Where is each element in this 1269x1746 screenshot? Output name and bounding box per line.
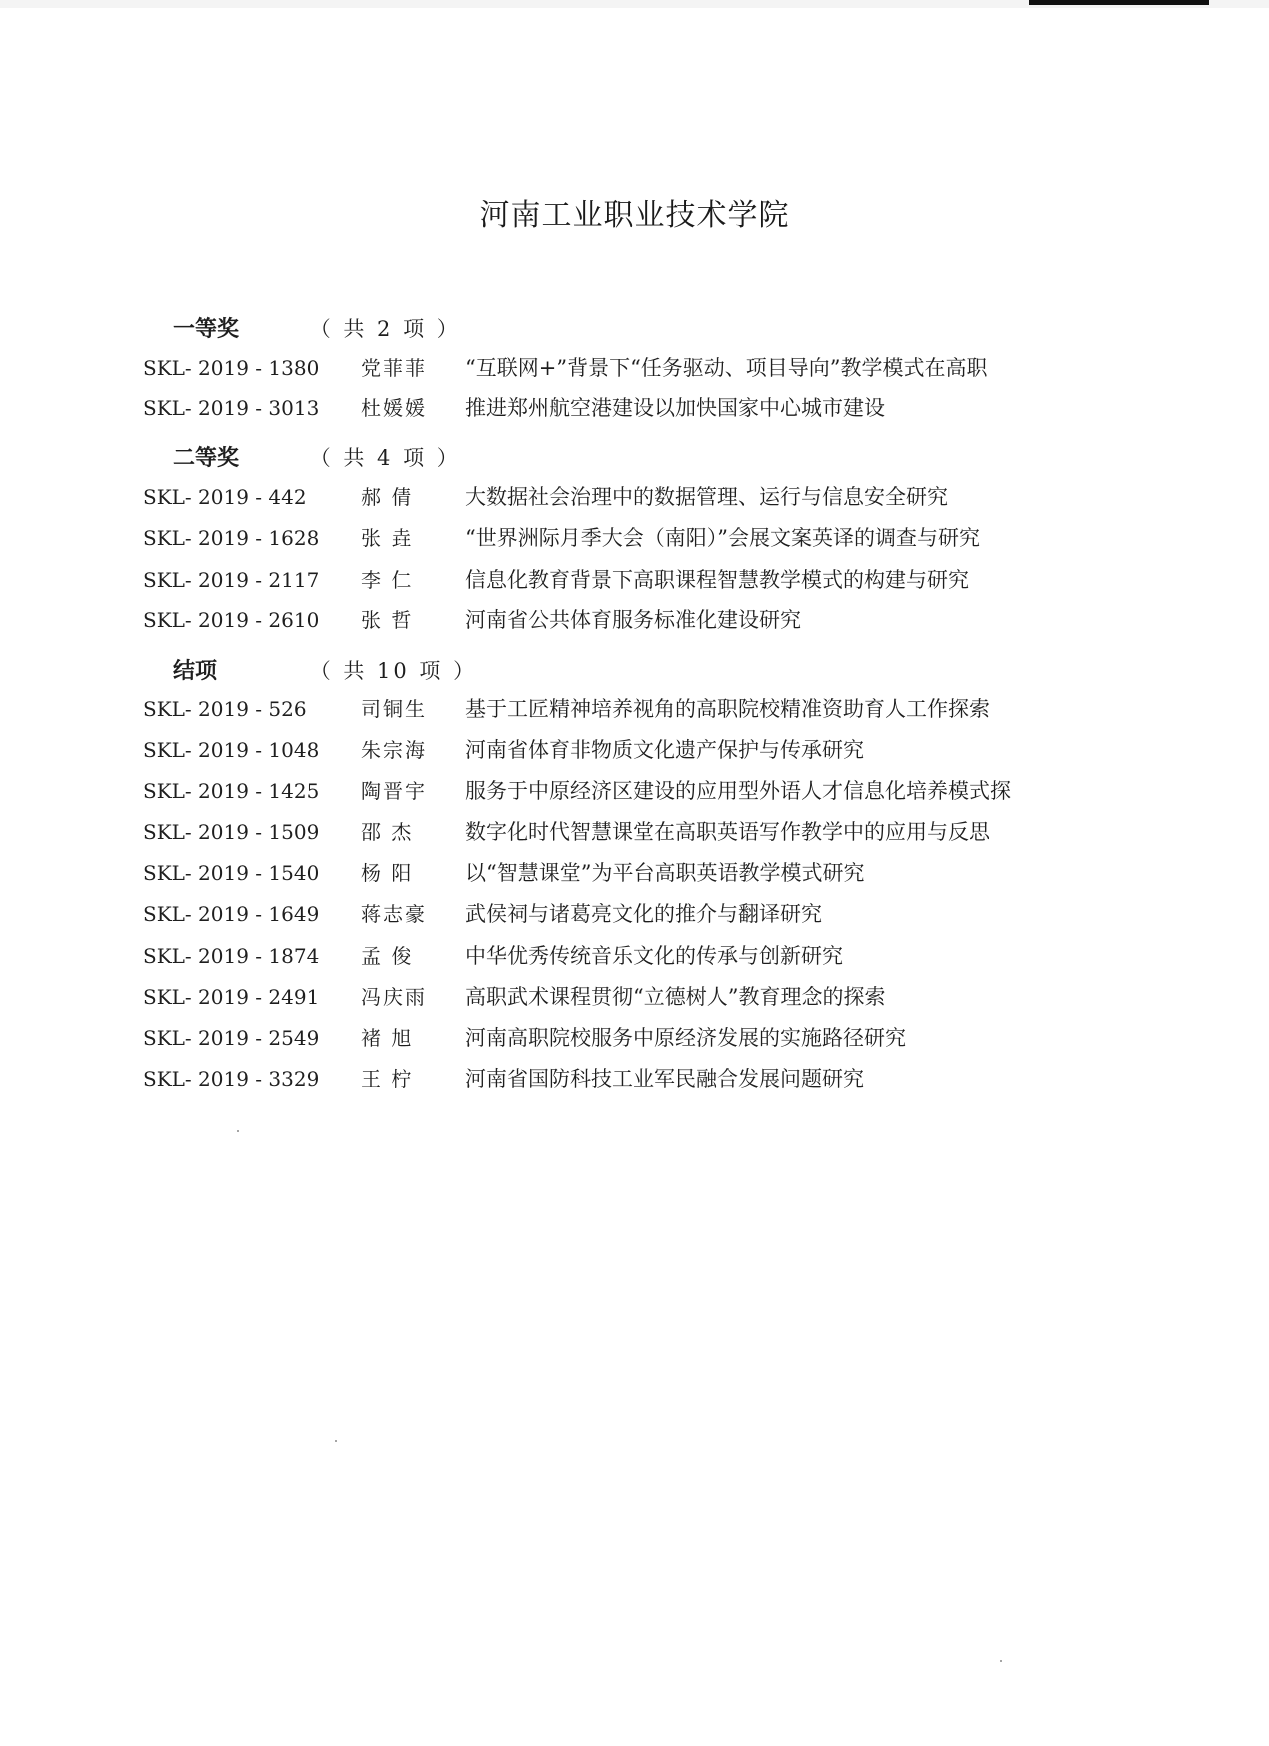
project-code: SKL- 2019 - 1628: [143, 526, 320, 550]
section-count: （ 共 4 项 ）: [309, 446, 461, 470]
scan-edge-mark: [1029, 0, 1209, 5]
project-code: SKL- 2019 - 1509: [143, 820, 320, 844]
author-name: 杨 阳: [361, 861, 414, 885]
project-code: SKL- 2019 - 1425: [143, 779, 320, 803]
project-code: SKL- 2019 - 3329: [143, 1067, 320, 1091]
author-name: 褚 旭: [361, 1026, 414, 1050]
author-name: 冯庆雨: [361, 985, 427, 1009]
project-title: “互联网+”背景下“任务驱动、项目导向”教学模式在高职: [465, 356, 988, 380]
scan-speck: [237, 1130, 239, 1132]
author-name: 司铜生: [361, 697, 427, 721]
author-name: 郝 倩: [361, 485, 414, 509]
project-code: SKL- 2019 - 2491: [143, 985, 320, 1009]
project-title: 大数据社会治理中的数据管理、运行与信息安全研究: [465, 485, 948, 509]
project-title: 中华优秀传统音乐文化的传承与创新研究: [465, 944, 843, 968]
project-title: 河南省国防科技工业军民融合发展问题研究: [465, 1067, 864, 1091]
page-title: 河南工业职业技术学院: [479, 198, 790, 233]
project-title: “世界洲际月季大会（南阳）”会展文案英译的调查与研究: [465, 526, 980, 550]
project-code: SKL- 2019 - 1649: [143, 902, 320, 926]
project-title: 推进郑州航空港建设以加快国家中心城市建设: [465, 396, 885, 420]
section-header-second-prize: [173, 441, 461, 471]
project-code: SKL- 2019 - 2610: [143, 608, 320, 632]
author-name: 张 垚: [361, 526, 414, 550]
project-title: 信息化教育背景下高职课程智慧教学模式的构建与研究: [465, 568, 969, 592]
section-name: 一等奖: [173, 317, 240, 342]
project-code: SKL- 2019 - 2549: [143, 1026, 320, 1050]
project-title: 武侯祠与诸葛亮文化的推介与翻译研究: [465, 902, 822, 926]
section-count: （ 共 2 项 ）: [309, 317, 461, 341]
section-name: 结项: [173, 659, 218, 684]
section-header-first-prize: [173, 312, 461, 342]
scan-speck: [1000, 1660, 1002, 1662]
project-title: 基于工匠精神培养视角的高职院校精准资助育人工作探索: [465, 697, 990, 721]
section-count: （ 共 10 项 ）: [309, 659, 478, 683]
section-header-completed: [173, 654, 477, 684]
author-name: 李 仁: [361, 568, 414, 592]
project-title: 服务于中原经济区建设的应用型外语人才信息化培养模式探: [465, 779, 1011, 803]
project-code: SKL- 2019 - 2117: [143, 568, 320, 592]
project-title: 河南高职院校服务中原经济发展的实施路径研究: [465, 1026, 906, 1050]
project-code: SKL- 2019 - 1380: [143, 356, 320, 380]
author-name: 党菲菲: [361, 356, 427, 380]
section-name: 二等奖: [173, 446, 240, 471]
author-name: 陶晋宇: [361, 779, 427, 803]
author-name: 朱宗海: [361, 738, 427, 762]
project-title: 河南省体育非物质文化遗产保护与传承研究: [465, 738, 864, 762]
project-code: SKL- 2019 - 1540: [143, 861, 320, 885]
author-name: 蒋志豪: [361, 902, 427, 926]
project-code: SKL- 2019 - 442: [143, 485, 307, 509]
author-name: 杜媛媛: [361, 396, 427, 420]
author-name: 张 哲: [361, 608, 414, 632]
author-name: 邵 杰: [361, 820, 414, 844]
project-code: SKL- 2019 - 3013: [143, 396, 320, 420]
author-name: 王 柠: [361, 1067, 414, 1091]
project-code: SKL- 2019 - 1048: [143, 738, 320, 762]
project-title: 高职武术课程贯彻“立德树人”教育理念的探索: [465, 985, 886, 1009]
project-code: SKL- 2019 - 526: [143, 697, 307, 721]
scan-speck: [335, 1440, 337, 1442]
project-code: SKL- 2019 - 1874: [143, 944, 320, 968]
author-name: 孟 俊: [361, 944, 414, 968]
project-title: 以“智慧课堂”为平台高职英语教学模式研究: [465, 861, 865, 885]
project-title: 数字化时代智慧课堂在高职英语写作教学中的应用与反思: [465, 820, 990, 844]
project-title: 河南省公共体育服务标准化建设研究: [465, 608, 801, 632]
